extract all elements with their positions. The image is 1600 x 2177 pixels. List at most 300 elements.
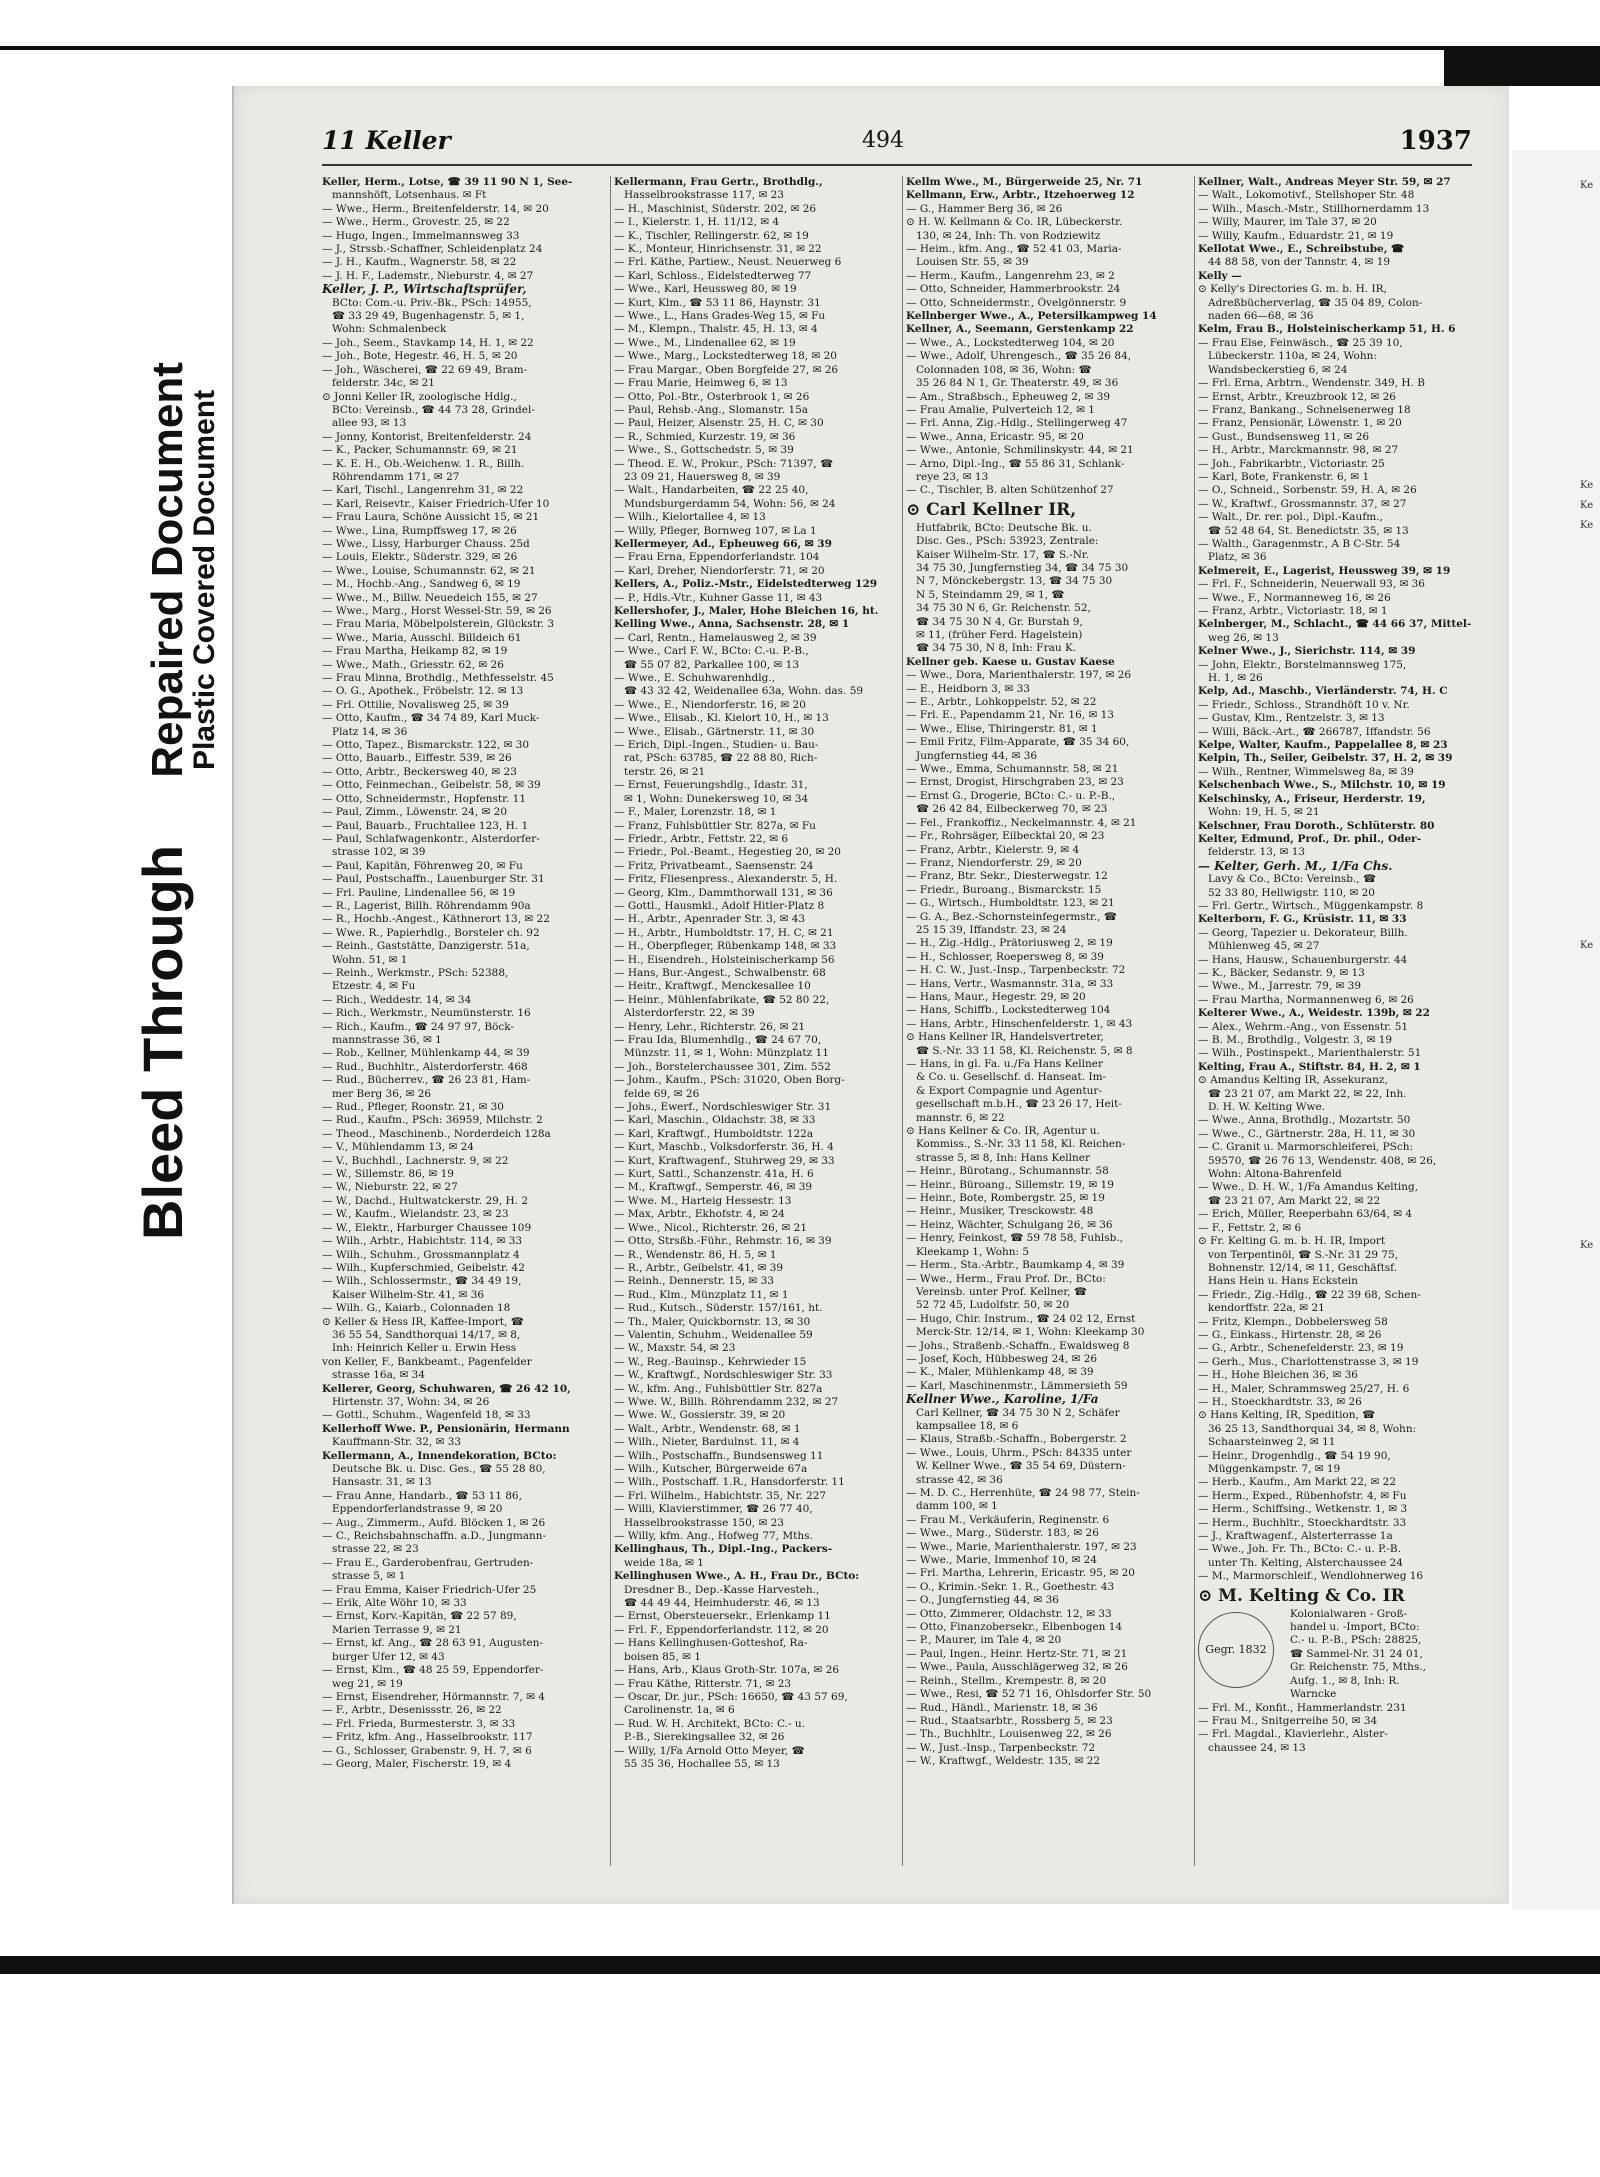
directory-entry: — Wwe., Emma, Schumannstr. 58, ✉ 21 (906, 763, 1119, 776)
directory-entry: — Th., Buchhltr., Louisenweg 22, ✉ 26 (906, 1728, 1112, 1741)
directory-entry: ⊙ Jonni Keller IR, zoologische Hdlg., (322, 390, 517, 403)
column-1 (322, 176, 598, 1866)
directory-entry: — F., Arbtr., Desenissstr. 26, ✉ 22 (322, 1704, 502, 1717)
directory-entry: — H., Eisendreh., Holsteinischerkamp 56 (614, 953, 835, 966)
directory-entry: — Frl. F., Schneiderin, Neuerwall 93, ✉ 36 (1198, 578, 1425, 591)
directory-entry: Dresdner B., Dep.-Kasse Harvesteh., (624, 1583, 820, 1596)
directory-entry: Marien Terrasse 9, ✉ 21 (332, 1623, 462, 1636)
directory-entry: — Otto, Strsßb.-Führ., Rehmstr. 16, ✉ 39 (614, 1235, 832, 1248)
directory-entry: — Valentin, Schuhm., Weidenallee 59 (614, 1328, 813, 1341)
directory-entry: — Frau Martha, Normannenweg 6, ✉ 26 (1198, 993, 1414, 1006)
directory-entry: — Joh., Fabrikarbtr., Victoriastr. 25 (1198, 457, 1385, 470)
directory-entry: — Heinr., Büroang., Sillemstr. 19, ✉ 19 (906, 1178, 1114, 1191)
directory-entry: — Frau Maria, Möbelpolsterein, Glückstr. 3 (322, 618, 555, 631)
directory-entry: Kelmereit, E., Lagerist, Heussweg 39, ✉ 19 (1198, 564, 1451, 577)
directory-entry: Kellermann, A., Innendekoration, BCto: (322, 1449, 557, 1462)
directory-entry: — W., Dachd., Hultwatckerstr. 29, H. 2 (322, 1194, 529, 1207)
directory-entry: boisen 85, ✉ 1 (624, 1650, 701, 1663)
directory-entry: — Johm., Kaufm., PSch: 31020, Oben Borg- (614, 1074, 845, 1087)
directory-entry: — W., Just.-Insp., Tarpenbeckstr. 72 (906, 1741, 1096, 1754)
directory-entry: — W., Maxstr. 54, ✉ 23 (614, 1342, 736, 1355)
header-section: 11 Keller (322, 126, 451, 155)
directory-entry: — M., Marmorschleif., Wendlohnerweg 16 (1198, 1570, 1424, 1583)
directory-entry: kampsallee 18, ✉ 6 (916, 1419, 1019, 1432)
directory-entry: Kelterer Wwe., A., Weidestr. 139b, ✉ 22 (1198, 1007, 1430, 1020)
directory-entry: — C. Granit u. Marmorschleiferei, PSch: (1198, 1141, 1414, 1154)
directory-entry: — Herm., Sta.-Arbtr., Baumkamp 4, ✉ 39 (906, 1259, 1125, 1272)
directory-entry: — Heinr., Bürotang., Schumannstr. 58 (906, 1165, 1109, 1178)
directory-entry: — Alex., Wehrm.-Ang., von Essenstr. 51 (1198, 1020, 1409, 1033)
directory-entry: — Paul, Rehsb.-Ang., Slomanstr. 15a (614, 403, 809, 416)
directory-entry: — W., Kaufm., Wielandstr. 23, ✉ 23 (322, 1208, 509, 1221)
directory-entry: — Oscar, Dr. jur., PSch: 16650, ☎ 43 57 69, (614, 1690, 848, 1703)
directory-entry: Kolonialwaren - Groß- (1290, 1607, 1408, 1620)
directory-entry: ⊙ H. W. Kellmann & Co. IR, Lübeckerstr. (906, 216, 1123, 229)
directory-entry: — Herb., Kaufm., Am Markt 22, ✉ 22 (1198, 1476, 1397, 1489)
directory-entry: — P., Hdls.-Vtr., Kuhner Gasse 11, ✉ 43 (614, 591, 823, 604)
directory-entry: — H. C. W., Just.-Insp., Tarpenbeckstr. 72 (906, 964, 1126, 977)
directory-entry: Eppendorferlandstrasse 9, ✉ 20 (332, 1503, 503, 1516)
directory-entry: — R., Lagerist, Billh. Röhrendamm 90a (322, 899, 531, 912)
directory-entry: & Export Compagnie und Agentur- (916, 1084, 1102, 1097)
directory-entry: — Henry, Feinkost, ☎ 59 78 58, Fuhlsb., (906, 1232, 1124, 1245)
directory-entry: — Willi, Klavierstimmer, ☎ 26 77 40, (614, 1503, 813, 1516)
directory-entry: — Wwe., Anna, Ericastr. 95, ✉ 20 (906, 430, 1084, 443)
directory-entry: — Karl, Tischl., Langenrehm 31, ✉ 22 (322, 484, 524, 497)
columns (322, 176, 1472, 1866)
column-divider (902, 176, 903, 1866)
directory-entry: — Frl. Frieda, Burmesterstr. 3, ✉ 33 (322, 1717, 516, 1730)
directory-entry: — Kurt, Maschb., Volksdorferstr. 36, H. 4 (614, 1141, 834, 1154)
directory-entry: Kelschner, Frau Doroth., Schlüterstr. 80 (1198, 819, 1435, 832)
directory-entry: — Wwe., Louise, Schumannstr. 62, ✉ 21 (322, 564, 536, 577)
directory-entry: — Paul, Zimm., Löwenstr. 24, ✉ 20 (322, 806, 508, 819)
directory-entry: Kellm Wwe., M., Bürgerweide 25, Nr. 71 (906, 176, 1143, 188)
edge-fragment-text: Ke (1580, 180, 1594, 191)
directory-entry: ☎ 44 49 44, Heimhuderstr. 46, ✉ 13 (624, 1597, 820, 1610)
directory-entry: — Kurt, Sattl., Schanzenstr. 41a, H. 6 (614, 1168, 814, 1181)
directory-entry: — Gust., Bundsensweg 11, ✉ 26 (1198, 430, 1370, 443)
directory-entry: 52 33 80, Hellwigstr. 110, ✉ 20 (1208, 886, 1375, 899)
directory-entry: Kelpe, Walter, Kaufm., Pappelallee 8, ✉ 23 (1198, 739, 1448, 752)
directory-entry: — Hans, Arbtr., Hinschenfelderstr. 1, ✉ 43 (906, 1017, 1133, 1030)
directory-entry: D. H. W. Kelting Wwe. (1208, 1101, 1326, 1114)
directory-entry: — Wwe., Herm., Breitenfelderstr. 14, ✉ 20 (322, 202, 549, 215)
directory-entry: H. 1, ✉ 26 (1208, 672, 1263, 685)
directory-entry: — Hans, Arb., Klaus Groth-Str. 107a, ✉ 26 (614, 1664, 840, 1677)
directory-entry: Wandsbeckerstieg 6, ✉ 24 (1208, 363, 1348, 376)
directory-entry: — O. G., Apothek., Fröbelstr. 12. ✉ 13 (322, 685, 524, 698)
directory-entry: — Wwe., L., Hans Grades-Weg 15, ✉ Fu (614, 310, 826, 323)
directory-entry: — G. A., Bez.-Schornsteinfegermstr., ☎ (906, 910, 1117, 923)
directory-entry: Kauffmann-Str. 32, ✉ 33 (332, 1436, 462, 1449)
directory-entry: — Wwe., Marg., Lockstedterweg 18, ✉ 20 (614, 350, 837, 363)
directory-entry: — Otto, Finanzobersekr., Elbenbogen 14 (906, 1621, 1123, 1634)
directory-entry: — R., Hochb.-Angest., Käthnerort 13, ✉ 22 (322, 913, 550, 926)
directory-entry: — Wilh., Arbtr., Habichtstr. 114, ✉ 33 (322, 1235, 523, 1248)
directory-entry: Kelnberger, M., Schlacht., ☎ 44 66 37, Mittel- (1198, 618, 1472, 631)
directory-entry: Gr. Reichenstr. 75, Mths., (1290, 1661, 1427, 1674)
directory-entry: — Gottl., Schuhm., Wagenfeld 18, ✉ 33 (322, 1409, 531, 1422)
directory-entry: — Wwe., Marg., Horst Wessel-Str. 59, ✉ 26 (322, 605, 552, 617)
directory-entry: — Otto, Schneidermstr., Hopfenstr. 11 (322, 792, 527, 805)
directory-entry: — Rud., Pfleger, Roonstr. 21, ✉ 30 (322, 1101, 504, 1114)
directory-entry: — Am., Straßbsch., Epheuweg 2, ✉ 39 (906, 390, 1111, 403)
directory-entry: Wohn: Schmalenbeck (332, 323, 447, 336)
directory-entry: — Heitr., Kraftwgf., Menckesallee 10 (614, 980, 811, 993)
directory-entry: — Reinh., Gaststätte, Danzigerstr. 51a, (322, 940, 530, 953)
directory-entry: — C., Tischler, B. alten Schützenhof 27 (906, 484, 1114, 497)
directory-entry: — Wwe., Marie, Marienthalerstr. 197, ✉ 23 (906, 1540, 1137, 1553)
directory-entry: Kelting, Frau A., Stiftstr. 84, H. 2, ✉ 1 (1198, 1060, 1421, 1073)
directory-entry: — H., Maler, Schrammsweg 25/27, H. 6 (1198, 1382, 1410, 1395)
directory-entry: 59570, ☎ 26 76 13, Wendenstr. 408, ✉ 26, (1208, 1154, 1437, 1167)
directory-entry: — Wwe., Nicol., Richterstr. 26, ✉ 21 (614, 1221, 808, 1234)
directory-entry: Hasselbrookstrasse 117, ✉ 23 (624, 189, 784, 202)
directory-entry: Müggenkampstr. 7, ✉ 19 (1208, 1463, 1341, 1475)
directory-entry: — Heinr., Musiker, Tresckowstr. 48 (906, 1205, 1094, 1218)
directory-entry: — Rich., Werkmstr., Neumünsterstr. 16 (322, 1007, 531, 1020)
directory-entry: Kellershofer, J., Maler, Hohe Bleichen 16, ht. (614, 605, 879, 617)
directory-entry: Kelm, Frau B., Holsteinischerkamp 51, H. 6 (1198, 323, 1456, 336)
directory-entry: ☎ 34 75 30, N 8, Inh: Frau K. (916, 642, 1077, 655)
directory-entry: — Georg, Maler, Fischerstr. 19, ✉ 4 (322, 1757, 512, 1770)
directory-entry: BCto: Vereinsb., ☎ 44 73 28, Grindel- (332, 403, 535, 416)
laurel-seal-icon (1198, 1612, 1274, 1688)
directory-entry: — Frau Martha, Heikamp 82, ✉ 19 (322, 645, 508, 658)
directory-entry: Hirtenstr. 37, Wohn: 34, ✉ 26 (332, 1395, 490, 1408)
directory-entry: — Rud., Bücherrev., ☎ 26 23 81, Ham- (322, 1074, 531, 1087)
directory-entry: — Frau Else, Feinwäsch., ☎ 25 39 10, (1198, 336, 1403, 349)
directory-entry: — Willy, Kaufm., Eduardstr. 21, ✉ 19 (1198, 229, 1394, 242)
directory-entry: Jungfernstieg 44, ✉ 36 (916, 749, 1038, 762)
directory-entry: — Friedr., Schloss., Strandhöft 10 v. Nr. (1198, 698, 1410, 711)
firm-block (1198, 1608, 1474, 1702)
directory-entry: — Joh., Borstelerchaussee 301, Zim. 552 (614, 1060, 831, 1073)
directory-entry: — Wwe., Resi, ☎ 52 71 16, Ohlsdorfer Str. 50 (906, 1688, 1152, 1701)
directory-entry: — Wwe. M., Harteig Hessestr. 13 (614, 1194, 792, 1207)
directory-entry: Keller, Herm., Lotse, ☎ 39 11 90 N 1, See- (322, 176, 573, 188)
directory-entry: Kellermeyer, Ad., Epheuweg 66, ✉ 39 (614, 537, 832, 550)
directory-entry: von Terpentinöl, ☎ S.-Nr. 31 29 75, (1208, 1248, 1399, 1261)
directory-entry: 36 55 54, Sandthorquai 14/17, ✉ 8, (332, 1328, 521, 1341)
directory-entry: — Arno, Dipl.-Ing., ☎ 55 86 31, Schlank- (906, 457, 1125, 470)
directory-entry: — Karl, Bote, Frankenstr. 6, ✉ 1 (1198, 470, 1370, 483)
directory-entry: — Kurt, Kraftwagenf., Stuhrweg 29, ✉ 33 (614, 1154, 835, 1167)
scanner-bar-left-top (0, 46, 1444, 50)
directory-entry: — Fritz, Fliesenpress., Alexanderstr. 5, H. (614, 873, 838, 886)
directory-entry: — Georg, Klm., Dammthorwall 131, ✉ 36 (614, 886, 833, 899)
column-divider (610, 176, 611, 1866)
directory-entry: — H., Stoeckhardtstr. 33, ✉ 26 (1198, 1395, 1362, 1408)
directory-entry: ⊙ Hans Kelting, IR, Spedition, ☎ (1198, 1409, 1376, 1422)
edge-fragment-text: Ke (1580, 480, 1594, 491)
directory-entry: — G., Wirtsch., Humboldtstr. 123, ✉ 21 (906, 897, 1115, 910)
page-number: 494 (862, 128, 904, 153)
directory-entry: — Wwe., S., Gottschedstr. 5, ✉ 39 (614, 444, 794, 457)
directory-entry: — Rob., Kellner, Mühlenkamp 44, ✉ 39 (322, 1047, 530, 1060)
directory-entry: — Wwe., Maria, Ausschl. Billdeich 61 (322, 631, 522, 644)
directory-entry: — Wwe. W., Gossierstr. 39, ✉ 20 (614, 1409, 786, 1422)
directory-entry: — Frau Käthe, Ritterstr. 71, ✉ 23 (614, 1677, 792, 1690)
directory-entry: — Paul, Kapitän, Föhrenweg 20, ✉ Fu (322, 859, 523, 872)
directory-entry: — Rud., Händl., Marienstr. 18, ✉ 36 (906, 1701, 1098, 1714)
directory-entry: — W., Nieburstr. 22, ✉ 27 (322, 1181, 458, 1194)
directory-entry: — G., Arbtr., Schenefelderstr. 23, ✉ 19 (1198, 1342, 1404, 1355)
directory-entry: — Wilh., Kutscher, Bürgerweide 67a (614, 1463, 808, 1475)
directory-entry: mer Berg 36, ✉ 26 (332, 1087, 432, 1100)
directory-entry: — W., Kraftwgf., Nordschleswiger Str. 33 (614, 1369, 833, 1382)
directory-entry: 52 72 45, Ludolfstr. 50, ✉ 20 (916, 1299, 1070, 1312)
directory-entry: — Wwe., Joh. Fr. Th., BCto: C.- u. P.-B. (1198, 1543, 1401, 1556)
directory-entry: — Wwe., Carl F. W., BCto: C.-u. P.-B., (614, 645, 809, 658)
directory-entry: Wohn: 19, H. 5, ✉ 21 (1208, 806, 1320, 819)
directory-entry: — W., Sillemstr. 86, ✉ 19 (322, 1168, 454, 1181)
directory-entry: — Rud. W. H. Architekt, BCto: C.- u. (614, 1717, 806, 1730)
directory-entry: — H., Maschinist, Süderstr. 202, ✉ 26 (614, 202, 817, 215)
directory-entry: — Frau E., Garderobenfrau, Gertruden- (322, 1556, 534, 1569)
directory-entry: — O., Krimin.-Sekr. 1. R., Goethestr. 43 (906, 1580, 1115, 1593)
directory-entry: — H., Hohe Bleichen 36, ✉ 36 (1198, 1369, 1358, 1382)
directory-entry: — M., Klempn., Thalstr. 45, H. 13, ✉ 4 (614, 323, 818, 336)
directory-entry: — Otto, Bauarb., Eiffestr. 539, ✉ 26 (322, 752, 512, 765)
directory-entry: Kellnberger Wwe., A., Petersilkampweg 14 (906, 310, 1157, 323)
directory-entry: — Rich., Kaufm., ☎ 24 97 97, Böck- (322, 1020, 514, 1033)
directory-entry: — Frau Laura, Schöne Aussicht 15, ✉ 21 (322, 511, 540, 524)
directory-entry: W. Kellner Wwe., ☎ 35 54 69, Düstern- (916, 1460, 1126, 1473)
directory-entry: BCto: Com.-u. Priv.-Bk., PSch: 14955, (332, 296, 532, 309)
directory-entry: — Paul, Heizer, Alsenstr. 25, H. C, ✉ 30 (614, 417, 824, 430)
directory-entry: — Wilh., Masch.-Mstr., Stillhornerdamm 13 (1198, 202, 1430, 215)
directory-entry: Louisen Str. 55, ✉ 39 (916, 256, 1029, 269)
directory-entry: — Theod. E. W., Prokur., PSch: 71397, ☎ (614, 457, 834, 470)
header-year: 1937 (1399, 126, 1472, 156)
directory-entry: — Franz, Fuhlsbüttler Str. 827a, ✉ Fu (614, 819, 816, 832)
directory-entry: — Wilh. G., Kaiarb., Colonnaden 18 (322, 1302, 511, 1315)
directory-entry: ☎ 43 32 42, Weidenallee 63a, Wohn. das. 59 (624, 685, 864, 698)
directory-entry: — Hans, Bur.-Angest., Schwalbenstr. 68 (614, 966, 826, 979)
edge-fragment-text: Ke (1580, 940, 1594, 951)
directory-entry: — Reinh., Dennerstr. 15, ✉ 33 (614, 1275, 774, 1288)
directory-entry: — Karl, Reisevtr., Kaiser Friedrich-Ufer 10 (322, 497, 550, 510)
directory-entry: strasse 42, ✉ 36 (916, 1473, 1003, 1486)
directory-entry: — Fritz, kfm. Ang., Hasselbrookstr. 117 (322, 1731, 533, 1744)
directory-entry: ⊙ Kelly's Directories G. m. b. H. IR, (1198, 283, 1387, 296)
directory-entry: — Willi, Bäck.-Art., ☎ 266787, Iffandstr. 56 (1198, 725, 1431, 738)
directory-entry: — Wwe., Elise, Thiringerstr. 81, ✉ 1 (906, 722, 1098, 735)
directory-entry: weg 26, ✉ 13 (1208, 631, 1279, 644)
directory-entry: — Wwe. R., Papierhdlg., Borsteler ch. 92 (322, 926, 540, 939)
header-rule (322, 164, 1472, 166)
directory-entry: — Hugo, Chir. Instrum., ☎ 24 02 12, Ernst (906, 1312, 1136, 1325)
directory-entry: Hans Hein u. Hans Eckstein (1208, 1275, 1358, 1288)
directory-entry: weide 18a, ✉ 1 (624, 1556, 704, 1569)
directory-entry: — Rich., Weddestr. 14, ✉ 34 (322, 993, 472, 1006)
directory-entry: — K., Packer, Schumannstr. 69, ✉ 21 (322, 444, 518, 457)
directory-entry: Mühlenweg 45, ✉ 27 (1208, 940, 1320, 953)
directory-entry: — Heinz, Wächter, Schulgang 26, ✉ 36 (906, 1218, 1113, 1231)
directory-entry: — K. E. H., Ob.-Weichenw. 1. R., Billh. (322, 457, 525, 470)
directory-entry: strasse 102, ✉ 39 (332, 846, 426, 859)
directory-entry: von Keller, F., Bankbeamt., Pagenfelder (322, 1355, 532, 1368)
directory-entry: — K., Tischler, Rellingerstr. 62, ✉ 19 (614, 229, 809, 242)
directory-entry: ☎ Sammel-Nr. 31 24 01, (1290, 1647, 1423, 1660)
directory-entry: — Franz, Arbtr., Kielerstr. 9, ✉ 4 (906, 843, 1080, 856)
directory-entry: — Ernst, Eisendreher, Hörmannstr. 7, ✉ 4 (322, 1690, 545, 1703)
directory-entry: ⊙ Carl Kellner IR, (906, 499, 1077, 520)
directory-entry: — Hans Kellinghusen-Gotteshof, Ra- (614, 1637, 808, 1650)
directory-entry: Warncke (1290, 1688, 1337, 1701)
directory-entry: — Franz, Niendorferstr. 29, ✉ 20 (906, 856, 1082, 869)
directory-entry: — Wwe., E., Niendorferstr. 16, ✉ 20 (614, 698, 806, 711)
directory-entry: — Rud., Kaufm., PSch: 36959, Milchstr. 2 (322, 1114, 543, 1127)
directory-entry: — Hans, Schiffb., Lockstedterweg 104 (906, 1004, 1111, 1017)
directory-entry: — H., Arbtr., Humboldtstr. 17, H. C, ✉ 21 (614, 926, 834, 939)
directory-entry: — Otto, Zimmerer, Oldachstr. 12, ✉ 33 (906, 1607, 1112, 1620)
directory-entry: — Herm., Exped., Rübenhofstr. 4, ✉ Fu (1198, 1489, 1407, 1502)
directory-entry: kendorffstr. 22a, ✉ 21 (1208, 1302, 1325, 1315)
directory-entry: 44 88 58, von der Tannstr. 4, ✉ 19 (1208, 256, 1391, 269)
directory-entry: — Wwe., M., Jarrestr. 79, ✉ 39 (1198, 980, 1362, 993)
directory-entry: — Gottl., Hausmkl., Adolf Hitler-Platz 8 (614, 899, 825, 912)
directory-entry: — Franz, Btr. Sekr., Diesterwegstr. 12 (906, 870, 1108, 883)
directory-entry: — Henry, Lehr., Richterstr. 26, ✉ 21 (614, 1020, 806, 1033)
directory-entry: — J., Strssb.-Schaffner, Schleidenplatz 24 (322, 243, 543, 256)
directory-entry: — Frl. Gertr., Wirtsch., Müggenkampstr. 8 (1198, 899, 1424, 912)
directory-entry: Kellinghusen Wwe., A. H., Frau Dr., BCto: (614, 1570, 860, 1583)
directory-entry: ⊙ Keller & Hess IR, Kaffee-Import, ☎ (322, 1315, 524, 1328)
directory-entry: — Wwe., Elisab., Kl. Kielort 10, H., ✉ 13 (614, 712, 829, 725)
directory-entry: mannstrasse 36, ✉ 1 (332, 1034, 442, 1046)
directory-entry: — Frl. F., Eppendorferlandstr. 112, ✉ 20 (614, 1623, 829, 1636)
directory-entry: Kellner, Walt., Andreas Meyer Str. 59, ✉ 27 (1198, 176, 1451, 188)
directory-entry: — J. H., Kaufm., Wagnerstr. 58, ✉ 22 (322, 256, 517, 269)
directory-entry: — Joh., Wäscherei, ☎ 22 69 49, Bram- (322, 363, 528, 376)
directory-entry: 34 75 30, Jungfernstieg 34, ☎ 34 75 30 (916, 561, 1129, 574)
directory-entry: ⊙ Hans Kellner IR, Handelsvertreter, (906, 1031, 1104, 1044)
directory-entry: 23 09 21, Hauersweg 8, ✉ 39 (624, 470, 781, 483)
directory-entry: Inh: Heinrich Keller u. Erwin Hess (332, 1342, 517, 1355)
directory-entry: Carolinenstr. 1a, ✉ 6 (624, 1704, 735, 1717)
directory-entry: Kelly — (1198, 269, 1242, 282)
directory-entry: — E., Heidborn 3, ✉ 33 (906, 682, 1030, 695)
directory-entry: — Josef, Koch, Hübbesweg 24, ✉ 26 (906, 1352, 1098, 1365)
column-4 (1198, 176, 1474, 1866)
directory-entry: Schaarsteinweg 2, ✉ 11 (1208, 1436, 1336, 1449)
directory-entry: felderstr. 13, ✉ 13 (1208, 846, 1306, 859)
directory-entry: — Wwe., M., Billw. Neuedeich 155, ✉ 27 (322, 591, 538, 604)
directory-entry: — R., Schmied, Kurzestr. 19, ✉ 36 (614, 430, 796, 443)
directory-entry: — Heinr., Drogenhdlg., ☎ 54 19 90, (1198, 1449, 1391, 1462)
directory-entry: — Theod., Maschinenb., Norderdeich 128a (322, 1127, 551, 1140)
directory-entry: — Gustav, Klm., Rentzelstr. 3, ✉ 13 (1198, 712, 1385, 725)
directory-entry: — Wilh., Schlossermstr., ☎ 34 49 19, (322, 1275, 522, 1288)
directory-entry: — Frau Amalie, Pulverteich 12, ✉ 1 (906, 403, 1095, 416)
directory-entry: — Fritz, Klempn., Dobbelersweg 58 (1198, 1315, 1388, 1328)
directory-entry: — Walt., Lokomotivf., Stellshoper Str. 48 (1198, 189, 1415, 202)
directory-entry: — Reinh., Werkmstr., PSch: 52388, (322, 966, 509, 979)
directory-entry: — Rud., Kutsch., Süderstr. 157/161, ht. (614, 1302, 823, 1315)
directory-entry: — Rud., Staatsarbtr., Rossberg 5, ✉ 23 (906, 1714, 1113, 1727)
directory-entry: — R., Arbtr., Geibelstr. 41, ✉ 39 (614, 1261, 784, 1274)
directory-entry: — W., Kraftwgf., Weldestr. 135, ✉ 22 (906, 1755, 1101, 1768)
directory-entry: Kellerer, Georg, Schuhwaren, ☎ 26 42 10, (322, 1382, 571, 1395)
directory-entry: N 7, Mönckebergstr. 13, ☎ 34 75 30 (916, 575, 1113, 588)
directory-entry: — Frl. Anna, Zig.-Hdlg., Stellingerweg 47 (906, 417, 1128, 430)
directory-entry: ☎ 26 42 84, Eilbeckerweg 70, ✉ 23 (916, 803, 1108, 816)
directory-entry: rat, PSch: 63785, ☎ 22 88 80, Rich- (624, 752, 818, 765)
directory-entry: — H., Zig.-Hdlg., Prätoriusweg 2, ✉ 19 (906, 937, 1113, 950)
directory-entry: — Wwe., E. Schuhwarenhdlg., (614, 672, 776, 685)
side-label-bleed-through (130, 362, 195, 1240)
directory-entry: Mundsburgerdamm 54, Wohn: 56, ✉ 24 (624, 497, 836, 510)
directory-entry: Kaiser Wilhelm-Str. 41, ✉ 36 (332, 1288, 485, 1301)
directory-entry: — Fritz, Privatbeamt., Saensenstr. 24 (614, 859, 814, 872)
directory-entry: — Frau Minna, Brothdlg., Methfesselstr. 45 (322, 672, 554, 685)
directory-entry: Kelschenbach Wwe., S., Milchstr. 10, ✉ 19 (1198, 779, 1446, 792)
directory-entry: mannshöft, Lotsenhaus. ✉ Ft (332, 189, 487, 202)
directory-entry: Röhrendamm 171, ✉ 27 (332, 470, 460, 483)
directory-entry: 130, ✉ 24, Inh: Th. von Rodziewitz (916, 229, 1101, 242)
directory-entry: — Max, Arbtr., Ekhofstr. 4, ✉ 24 (614, 1208, 785, 1221)
label-repaired-document: Repaired Document (143, 362, 192, 778)
directory-entry: Lavy & Co., BCto: Vereinsb., ☎ (1208, 873, 1377, 886)
directory-entry: reye 23, ✉ 13 (916, 470, 989, 483)
directory-entry: — Ernst, Obersteuersekr., Erlenkamp 11 (614, 1610, 831, 1623)
directory-entry: — Ernst G., Drogerie, BCto: C.- u. P.-B., (906, 789, 1116, 802)
directory-entry: P.-B., Sierekingsallee 32, ✉ 26 (624, 1731, 785, 1744)
directory-entry: — Otto, Pol.-Btr., Osterbrook 1, ✉ 26 (614, 390, 810, 403)
directory-entry: — Frau M., Verkäuferin, Reginenstr. 6 (906, 1513, 1110, 1526)
directory-entry: — Wwe., Antonie, Schmilinskystr. 44, ✉ 21 (906, 444, 1134, 457)
directory-entry: — Walth., Garagenmstr., A B C-Str. 54 (1198, 537, 1401, 550)
directory-entry: ⊙ Fr. Kelting G. m. b. H. IR, Import (1198, 1235, 1386, 1248)
directory-entry: ☎ 52 48 64, St. Benedictstr. 35, ✉ 13 (1208, 524, 1409, 537)
directory-entry: gesellschaft m.b.H., ☎ 23 26 17, Heit- (916, 1098, 1122, 1111)
scanner-bar-top-right (1444, 46, 1600, 86)
directory-entry: — R., Wendenstr. 86, H. 5, ✉ 1 (614, 1248, 777, 1261)
directory-entry: strasse 16a, ✉ 34 (332, 1369, 426, 1382)
directory-entry: — Johs., Straßenb.-Schaffn., Ewaldsweg 8 (906, 1339, 1130, 1352)
directory-entry: — Rud., Klm., Münzplatz 11, ✉ 1 (614, 1288, 789, 1301)
directory-entry: ✉ 11, (früher Ferd. Hagelstein) (916, 629, 1083, 641)
directory-entry: 34 75 30 N 6, Gr. Reichenstr. 52, (916, 602, 1091, 615)
directory-entry: Vereinsb. unter Prof. Kellner, ☎ (916, 1285, 1087, 1298)
directory-entry: felderstr. 34c, ✉ 21 (332, 377, 435, 390)
directory-entry: — Aug., Zimmerm., Aufd. Blöcken 1, ✉ 26 (322, 1516, 546, 1529)
directory-entry: & Co. u. Gesellschf. d. Hanseat. Im- (916, 1071, 1107, 1084)
directory-entry: — Otto, Arbtr., Beckersweg 40, ✉ 23 (322, 765, 517, 778)
directory-entry: felde 69, ✉ 26 (624, 1087, 700, 1100)
directory-entry: Kelling Wwe., Anna, Sachsenstr. 28, ✉ 1 (614, 618, 850, 631)
directory-entry: Kelpin, Th., Seiler, Geibelstr. 37, H. 2, ✉ 39 (1198, 752, 1453, 765)
directory-entry: — Frl. Erna, Arbtrn., Wendenstr. 349, H. B (1198, 377, 1425, 390)
directory-entry: — Emil Fritz, Film-Apparate, ☎ 35 34 60, (906, 736, 1130, 749)
edge-fragment-text: Ke (1580, 520, 1594, 531)
directory-entry: — Kurt, Klm., ☎ 53 11 86, Haynstr. 31 (614, 296, 821, 309)
directory-entry: Kellerhoff Wwe. P., Pensionärin, Hermann (322, 1422, 570, 1435)
directory-entry: — J. H. F., Lademstr., Nieburstr. 4, ✉ 27 (322, 269, 534, 282)
directory-entry: Platz, ✉ 36 (1208, 551, 1267, 564)
directory-entry: — F., Maler, Lorenzstr. 18, ✉ 1 (614, 806, 777, 819)
directory-entry: — Wwe., Herm., Grovestr. 25, ✉ 22 (322, 216, 510, 229)
directory-entry: — H., Schlosser, Roepersweg 8, ✉ 39 (906, 950, 1104, 963)
directory-entry: — Karl, Maschin., Oldachstr. 38, ✉ 33 (614, 1114, 816, 1127)
directory-entry: — Jonny, Kontorist, Breitenfelderstr. 24 (322, 430, 532, 443)
directory-entry: Deutsche Bk. u. Disc. Ges., ☎ 55 28 80, (332, 1463, 546, 1475)
directory-entry: Carl Kellner, ☎ 34 75 30 N 2, Schäfer (916, 1406, 1120, 1419)
directory-entry: — Wwe., F., Normanneweg 16, ✉ 26 (1198, 591, 1391, 604)
